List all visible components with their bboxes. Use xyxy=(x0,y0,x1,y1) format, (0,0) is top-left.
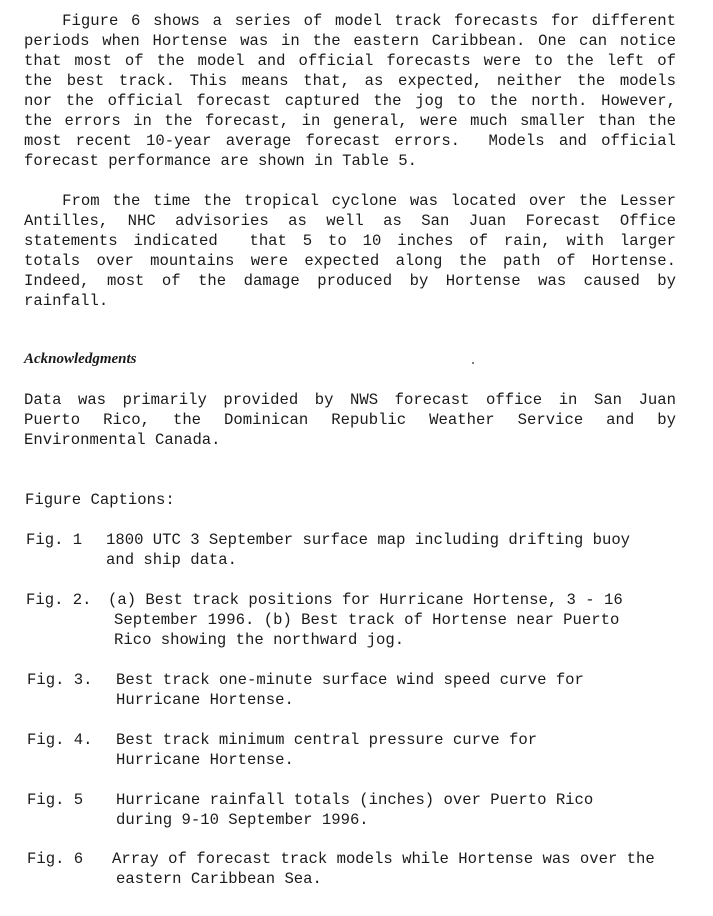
text-line: Array of forecast track models while Hortense was over the xyxy=(112,850,655,868)
paragraph-figure6-discussion xyxy=(24,11,676,171)
figure-caption-label: Fig. 6 xyxy=(27,850,84,868)
acknowledgments-text xyxy=(24,390,676,450)
text-line: during 9-10 September 1996. xyxy=(116,811,369,829)
paragraph-rainfall-discussion xyxy=(24,191,676,311)
figure-caption-label: Fig. 4. xyxy=(27,731,93,749)
text-line: Indeed, most of the damage produced by Hortense was caused by xyxy=(24,272,676,290)
text-line: Figure 6 shows a series of model track forecasts for different xyxy=(24,12,676,30)
figure-caption-text xyxy=(116,730,537,770)
text-line: forecast performance are shown in Table 5. xyxy=(24,152,418,170)
figure-caption-label: Fig. 1 xyxy=(26,531,83,549)
text-line: From the time the tropical cyclone was located over the Lesser xyxy=(24,192,676,210)
figure-caption-text xyxy=(108,590,623,650)
text-line: Hurricane rainfall totals (inches) over Puerto Rico xyxy=(116,791,594,809)
text-line: eastern Caribbean Sea. xyxy=(116,870,322,888)
text-line: Puerto Rico, the Dominican Republic Weather Service and by xyxy=(24,411,676,429)
text-line: Best track minimum central pressure curve for xyxy=(116,731,538,749)
text-line: and ship data. xyxy=(106,551,238,569)
text-line: rainfall. xyxy=(24,292,109,310)
figure-caption-text xyxy=(116,670,584,710)
figure-caption-text xyxy=(116,790,593,830)
figure-caption-label: Fig. 3. xyxy=(27,671,93,689)
text-line: Hurricane Hortense. xyxy=(116,691,294,709)
text-line: the best track. This means that, as expected, neither the models xyxy=(24,72,676,90)
text-line: that most of the model and official forecasts were to the left of xyxy=(24,52,676,70)
text-line: Rico showing the northward jog. xyxy=(114,631,405,649)
text-line: Antilles, NHC advisories as well as San Juan Forecast Office xyxy=(24,212,676,230)
text-line: Hurricane Hortense. xyxy=(116,751,294,769)
text-line: Best track one-minute surface wind speed curve for xyxy=(116,671,584,689)
text-line: (a) Best track positions for Hurricane Hortense, 3 - 16 xyxy=(108,591,623,609)
figure-caption-text xyxy=(112,849,655,889)
figure-caption-label: Fig. 5 xyxy=(27,791,84,809)
text-line: 1800 UTC 3 September surface map including drifting buoy xyxy=(106,531,631,549)
text-line: Environmental Canada. xyxy=(24,431,221,449)
text-line: the errors in the forecast, in general, were much smaller than the xyxy=(24,112,676,130)
acknowledgments-heading: Acknowledgments xyxy=(24,351,137,367)
figure-caption-text xyxy=(106,530,630,570)
text-line: most recent 10-year average forecast errors. Models and official xyxy=(24,132,676,150)
figure-caption-label: Fig. 2. xyxy=(26,591,92,609)
stray-dot xyxy=(472,362,474,364)
text-line: periods when Hortense was in the eastern Caribbean. One can notice xyxy=(24,32,676,50)
text-line: Data was primarily provided by NWS forecast office in San Juan xyxy=(24,391,676,409)
text-line: totals over mountains were expected along the path of Hortense. xyxy=(24,252,676,270)
text-line: September 1996. (b) Best track of Hortense near Puerto xyxy=(114,611,620,629)
figure-captions-title: Figure Captions: xyxy=(25,491,175,509)
text-line: statements indicated that 5 to 10 inches of rain, with larger xyxy=(24,232,676,250)
text-line: nor the official forecast captured the jog to the north. However, xyxy=(24,92,676,110)
